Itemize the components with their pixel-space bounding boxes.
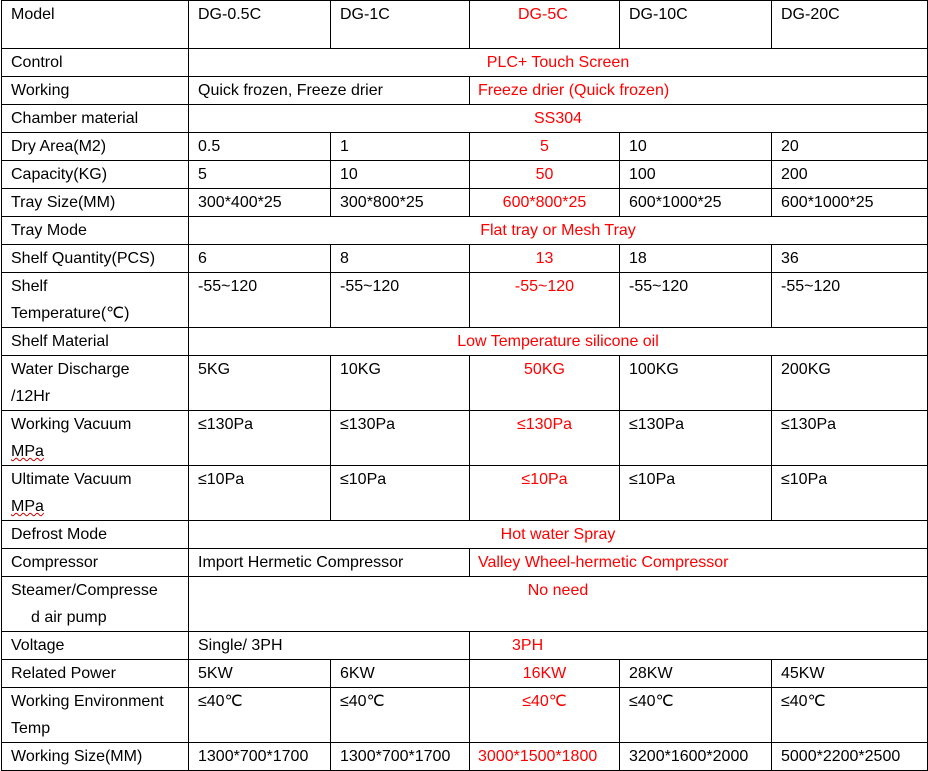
row-label: Model bbox=[2, 1, 189, 49]
cell-value: 10 bbox=[331, 161, 470, 189]
row-label-line: Water Discharge bbox=[11, 361, 130, 378]
row-label-line: /12Hr bbox=[11, 388, 51, 405]
merged-value: No need bbox=[189, 577, 928, 632]
cell-value: Import Hermetic Compressor bbox=[189, 549, 470, 577]
row-label bbox=[2, 466, 189, 521]
cell-value: 6KW bbox=[331, 660, 470, 688]
cell-value: ≤130Pa bbox=[189, 411, 331, 466]
merged-value: Low Temperature silicone oil bbox=[189, 328, 928, 356]
cell-value-highlight: -55~120 bbox=[470, 273, 620, 328]
row-label: Control bbox=[2, 49, 189, 77]
cell-value: 18 bbox=[620, 245, 772, 273]
cell-value: Quick frozen, Freeze drier bbox=[189, 77, 470, 105]
row-label bbox=[2, 411, 189, 466]
table-row bbox=[2, 521, 928, 549]
merged-value: SS304 bbox=[189, 105, 928, 133]
header-row bbox=[2, 1, 928, 49]
row-label-line: d air pump bbox=[31, 609, 107, 626]
row-label-line: Working Vacuum bbox=[11, 416, 132, 433]
cell-value: ≤10Pa bbox=[772, 466, 928, 521]
cell-value: -55~120 bbox=[189, 273, 331, 328]
cell-value: ≤10Pa bbox=[331, 466, 470, 521]
row-label: Related Power bbox=[2, 660, 189, 688]
cell-value-highlight: Freeze drier (Quick frozen) bbox=[470, 77, 928, 105]
merged-value: Hot water Spray bbox=[189, 521, 928, 549]
cell-value: ≤40℃ bbox=[620, 688, 772, 743]
cell-value: 20 bbox=[772, 133, 928, 161]
table-row bbox=[2, 105, 928, 133]
cell-value: ≤40℃ bbox=[331, 688, 470, 743]
cell-value: ≤40℃ bbox=[189, 688, 331, 743]
table-row bbox=[2, 411, 928, 466]
table-row bbox=[2, 273, 928, 328]
table-row bbox=[2, 328, 928, 356]
table-row bbox=[2, 577, 928, 632]
unit-label: MPa bbox=[11, 443, 44, 460]
table-row bbox=[2, 549, 928, 577]
model-name-highlight: DG-5C bbox=[470, 1, 620, 49]
cell-value: 45KW bbox=[772, 660, 928, 688]
cell-value: ≤40℃ bbox=[772, 688, 928, 743]
table-row bbox=[2, 466, 928, 521]
table-row bbox=[2, 161, 928, 189]
cell-value-highlight: ≤10Pa bbox=[470, 466, 620, 521]
table-row bbox=[2, 77, 928, 105]
table-row bbox=[2, 133, 928, 161]
cell-value: ≤130Pa bbox=[772, 411, 928, 466]
cell-value: 10KG bbox=[331, 356, 470, 411]
row-label-line: Temp bbox=[11, 720, 51, 737]
row-label bbox=[2, 273, 189, 328]
cell-value: Single/ 3PH bbox=[189, 632, 470, 660]
cell-value: ≤130Pa bbox=[620, 411, 772, 466]
row-label: Working bbox=[2, 77, 189, 105]
cell-value: 300*400*25 bbox=[189, 189, 331, 217]
cell-value: 600*1000*25 bbox=[772, 189, 928, 217]
row-label: Chamber material bbox=[2, 105, 189, 133]
cell-value: 3200*1600*2000 bbox=[620, 743, 772, 771]
row-label-line bbox=[11, 438, 188, 465]
merged-value: Flat tray or Mesh Tray bbox=[189, 217, 928, 245]
cell-value: 1 bbox=[331, 133, 470, 161]
table-row bbox=[2, 49, 928, 77]
row-label-line: Ultimate Vacuum bbox=[11, 471, 132, 488]
model-name: DG-1C bbox=[331, 1, 470, 49]
cell-value-highlight: 16KW bbox=[470, 660, 620, 688]
cell-value: 5KG bbox=[189, 356, 331, 411]
table-row bbox=[2, 189, 928, 217]
cell-value: -55~120 bbox=[620, 273, 772, 328]
table-row bbox=[2, 688, 928, 743]
cell-value: 200KG bbox=[772, 356, 928, 411]
row-label-line: Steamer/Compresse bbox=[11, 582, 158, 599]
cell-value: 5KW bbox=[189, 660, 331, 688]
row-label: Defrost Mode bbox=[2, 521, 189, 549]
cell-value-highlight: 50KG bbox=[470, 356, 620, 411]
spec-table bbox=[1, 0, 928, 771]
row-label-line: Working Environment bbox=[11, 693, 164, 710]
row-label: Capacity(KG) bbox=[2, 161, 189, 189]
model-name: DG-0.5C bbox=[189, 1, 331, 49]
cell-value: -55~120 bbox=[331, 273, 470, 328]
merged-value: PLC+ Touch Screen bbox=[189, 49, 928, 77]
cell-value: 1300*700*1700 bbox=[331, 743, 470, 771]
cell-value-highlight: ≤130Pa bbox=[470, 411, 620, 466]
table-row bbox=[2, 217, 928, 245]
cell-value: 300*800*25 bbox=[331, 189, 470, 217]
row-label: Tray Mode bbox=[2, 217, 189, 245]
cell-value: 28KW bbox=[620, 660, 772, 688]
cell-value: 10 bbox=[620, 133, 772, 161]
cell-value: 5 bbox=[189, 161, 331, 189]
model-name: DG-20C bbox=[772, 1, 928, 49]
model-name: DG-10C bbox=[620, 1, 772, 49]
row-label-line: Temperature(℃) bbox=[11, 305, 130, 322]
row-label bbox=[2, 688, 189, 743]
unit-label: MPa bbox=[11, 498, 44, 515]
cell-value: 600*1000*25 bbox=[620, 189, 772, 217]
row-label: Compressor bbox=[2, 549, 189, 577]
cell-value-highlight: 5 bbox=[470, 133, 620, 161]
cell-value-highlight: 600*800*25 bbox=[470, 189, 620, 217]
cell-value-highlight: Valley Wheel-hermetic Compressor bbox=[470, 549, 928, 577]
cell-value-highlight: ≤40℃ bbox=[470, 688, 620, 743]
cell-value-highlight: 13 bbox=[470, 245, 620, 273]
cell-value: 200 bbox=[772, 161, 928, 189]
row-label bbox=[2, 356, 189, 411]
cell-value-highlight: 3PH bbox=[470, 632, 928, 660]
cell-value: 1300*700*1700 bbox=[189, 743, 331, 771]
row-label: Voltage bbox=[2, 632, 189, 660]
cell-value: 5000*2200*2500 bbox=[772, 743, 928, 771]
row-label: Working Size(MM) bbox=[2, 743, 189, 771]
cell-value: 100KG bbox=[620, 356, 772, 411]
cell-value-highlight: 50 bbox=[470, 161, 620, 189]
row-label: Shelf Quantity(PCS) bbox=[2, 245, 189, 273]
cell-value: 36 bbox=[772, 245, 928, 273]
cell-value: ≤10Pa bbox=[620, 466, 772, 521]
cell-value: 6 bbox=[189, 245, 331, 273]
table-row bbox=[2, 660, 928, 688]
row-label: Dry Area(M2) bbox=[2, 133, 189, 161]
cell-value: ≤10Pa bbox=[189, 466, 331, 521]
cell-value-highlight: 3000*1500*1800 bbox=[470, 743, 620, 771]
row-label bbox=[2, 577, 189, 632]
table-row bbox=[2, 356, 928, 411]
cell-value: 8 bbox=[331, 245, 470, 273]
row-label-wrapper bbox=[11, 577, 188, 631]
cell-value: -55~120 bbox=[772, 273, 928, 328]
row-label: Shelf Material bbox=[2, 328, 189, 356]
row-label-line: Shelf bbox=[11, 278, 48, 295]
cell-value: 0.5 bbox=[189, 133, 331, 161]
row-label: Tray Size(MM) bbox=[2, 189, 189, 217]
row-label-line bbox=[11, 493, 188, 520]
table-row bbox=[2, 743, 928, 771]
table-row bbox=[2, 632, 928, 660]
cell-value: 100 bbox=[620, 161, 772, 189]
table-row bbox=[2, 245, 928, 273]
cell-value: ≤130Pa bbox=[331, 411, 470, 466]
